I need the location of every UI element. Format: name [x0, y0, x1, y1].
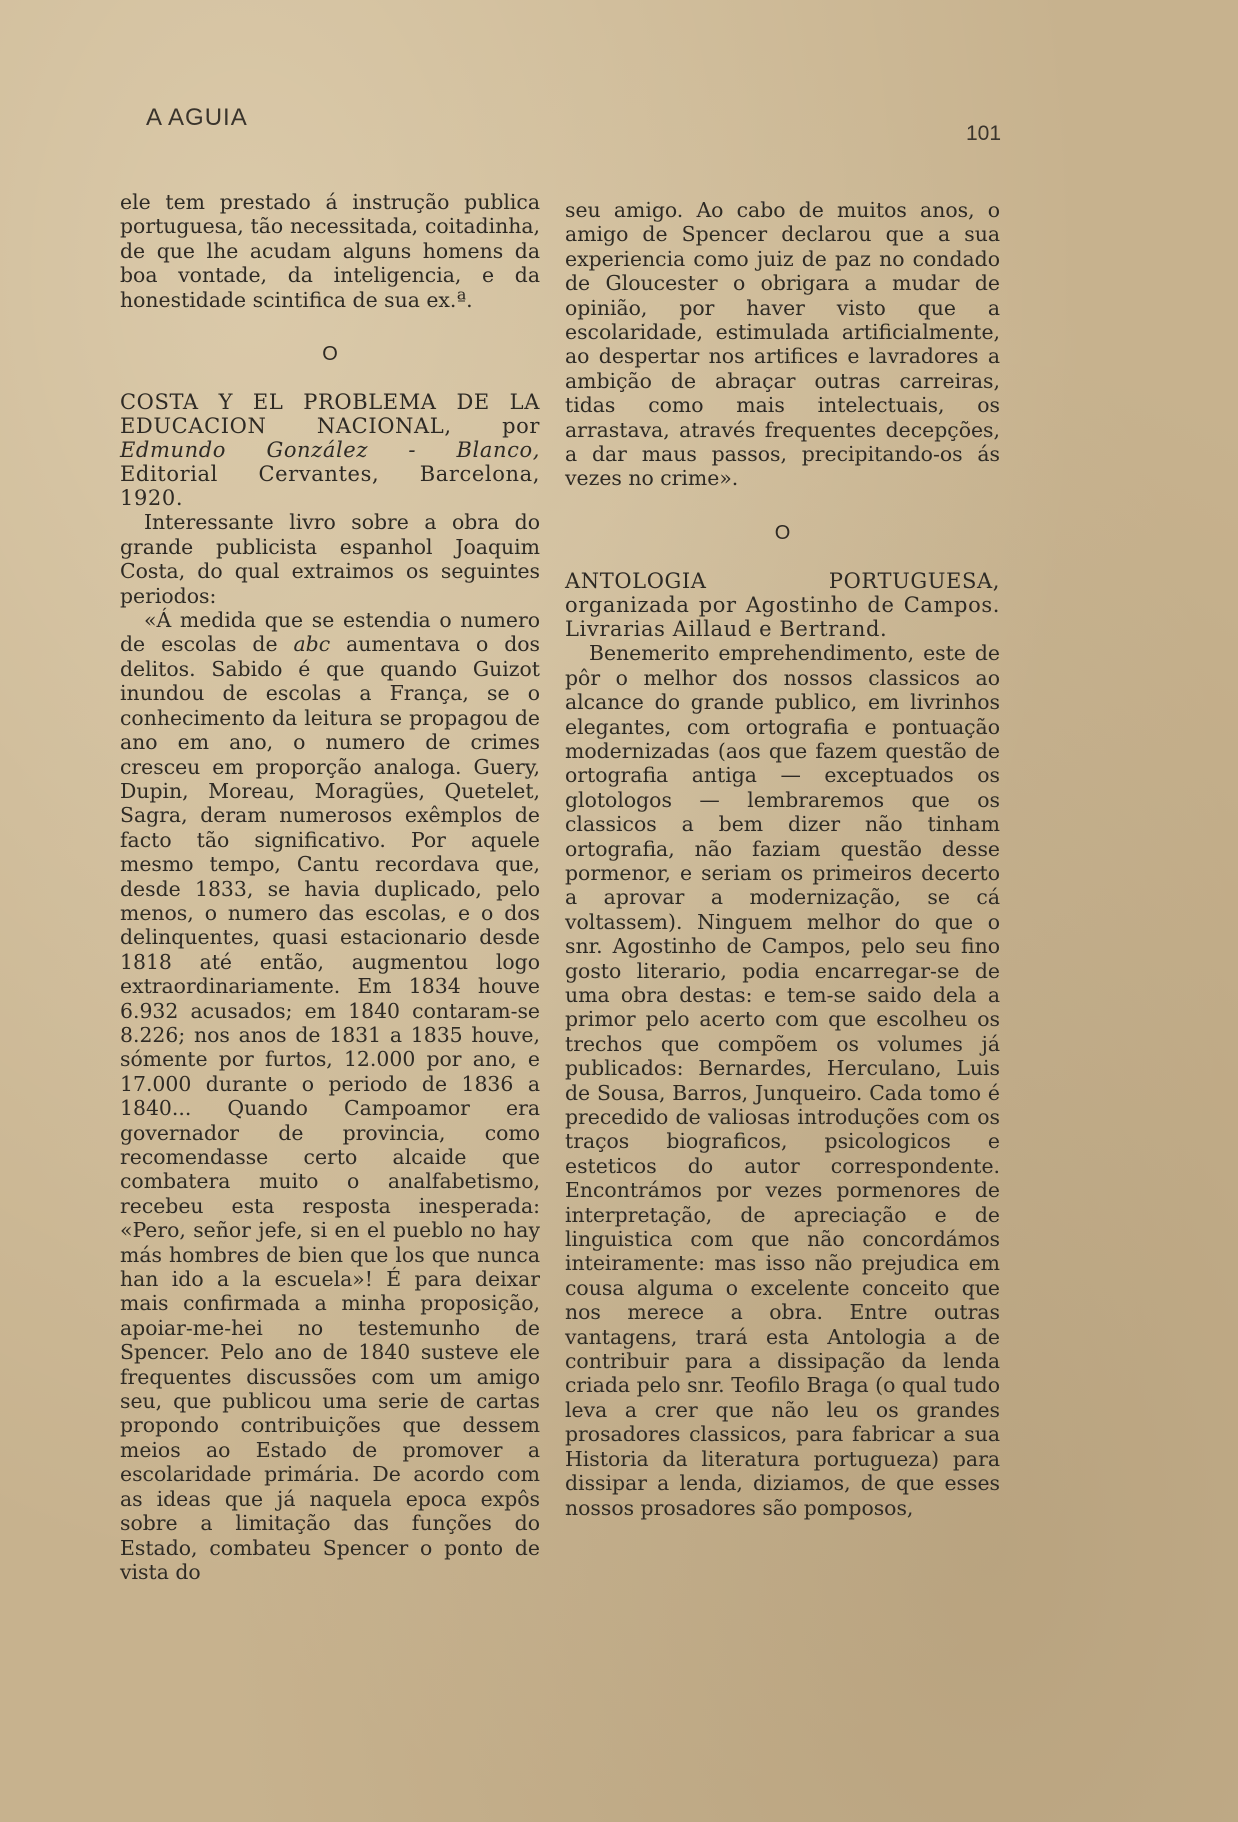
book-title: ANTOLOGIA PORTUGUESA, — [565, 569, 1000, 594]
paragraph: Benemerito emprehendimento, este de pôr o melhor dos nossos classicos ao alcance do grande publico, em livrinhos elegantes, com ortografia e pontuação modernizadas (aos que fazem questão de ortografia antiga — exceptuados os glotologos — lembraremos que os classicos a bem dizer não tinham ortografia, não faziam questão desse pormenor, e seriam os primeiros decerto a aprovar a modernização, se cá voltassem). Ninguem melhor do que o snr. Agostinho de Campos, pelo seu fino gosto literario, podia encarregar-se de uma obra destas: e tem-se saido dela a primor pelo acerto com que escolheu os trechos que compõem os volumes já publicados: Bernardes, Herculano, Luis de Sousa, Barros, Junqueiro. Cada tomo é precedido de valiosas introduções com os traços biograficos, psicologicos e esteticos do autor correspondente. Encontrámos por vezes pormenores de interpretação, de apreciação e de linguistica com que não concordámos inteiramente: mas isso não prejudica em cousa alguma o excelente conceito que nos merece a obra. Entre outras vantagens, trará esta Antologia a de contribuir para a dissipação da lenda criada pelo snr. Teofilo Braga (o qual tudo leva a crer que não leu os grandes prosadores classicos, para fabricar a sua Historia da literatura portugueza) para dissipar a lenda, diziamos, de que esses nossos prosadores são pomposos, — [565, 641, 1000, 1520]
section-separator: O — [774, 521, 791, 544]
paragraph: Interessante livro sobre a obra do grande publicista espanhol Joaquim Costa, do qual extraimos os seguintes periodos: — [120, 510, 540, 608]
book-details: organizada por Agostinho de Campos. Livrarias Aillaud e Bertrand. — [565, 593, 1000, 642]
running-title: A AGUIA — [146, 104, 248, 131]
book-entry — [565, 569, 1000, 641]
quote-paragraph: «Á medida que se estendia o numero de escolas de abc aumentava o dos delitos. Sabido é que quando Guizot inundou de escolas a França, se o conhecimento da leitura se propagou de ano em ano, o numero de crimes cresceu em proporção analoga. Guery, Dupin, Moreau, Moragües, Quetelet, Sagra, deram numerosos exêmplos de facto tão significativo. Por aquele mesmo tempo, Cantu recordava que, desde 1833, se havia duplicado, pelo menos, o numero das escolas, e o dos delinquentes, quasi estacionario desde 1818 até então, augmentou logo extraordinariamente. Em 1834 houve 6.932 acusados; em 1840 contaram-se 8.226; nos anos de 1831 a 1835 houve, sómente por furtos, 12.000 por ano, e 17.000 durante o periodo de 1836 a 1840... Quando Campoamor era governador de provincia, como recomendasse certo alcaide que combatera muito o analfabetismo, recebeu esta resposta inesperada: «Pero, señor jefe, si en el pueblo no hay más hombres de bien que los que nunca han ido a la escuela»! É para deixar mais confirmada a minha proposição, apoiar-me-hei no testemunho de Spencer. Pelo ano de 1840 susteve ele frequentes discussões com um amigo seu, que publicou uma serie de cartas propondo contribuições que dessem meios ao Estado de promover a escolaridade primária. De acordo com as ideas que já naquela epoca expôs sobre a limitação das funções do Estado, combateu Spencer o ponto de vista do — [120, 608, 540, 1584]
paragraph: seu amigo. Ao cabo de muitos anos, o amigo de Spencer declarou que a sua experiencia como juiz de paz no condado de Gloucester o obrigara a mudar de opinião, por haver visto que a escolaridade, estimulada artificialmente, ao despertar nos artifices e lavradores a ambição de abraçar outras carreiras, tidas como mais intelectuais, os arrastava, através frequentes decepções, a dar maus passos, precipitando-os ás vezes no crime». — [565, 198, 1000, 491]
book-author: Edmundo González - Blanco, — [120, 438, 540, 463]
book-by: por — [502, 414, 540, 439]
section-separator: O — [322, 343, 338, 366]
right-column — [565, 198, 1000, 1520]
book-entry — [120, 390, 540, 510]
book-title: COSTA Y EL PROBLEMA DE LA EDUCACION NACIONAL, — [120, 390, 540, 439]
italic-term: abc — [293, 632, 331, 657]
paragraph: ele tem prestado á instrução publica portuguesa, tão necessitada, coitadinha, de que lhe acudam alguns homens da boa vontade, da inteligencia, e da honestidade scintifica de sua ex.ª. — [120, 190, 540, 312]
left-column — [120, 190, 540, 1584]
page-number: 101 — [966, 122, 1002, 145]
book-publisher: Editorial Cervantes, Barcelona, 1920. — [120, 462, 540, 511]
